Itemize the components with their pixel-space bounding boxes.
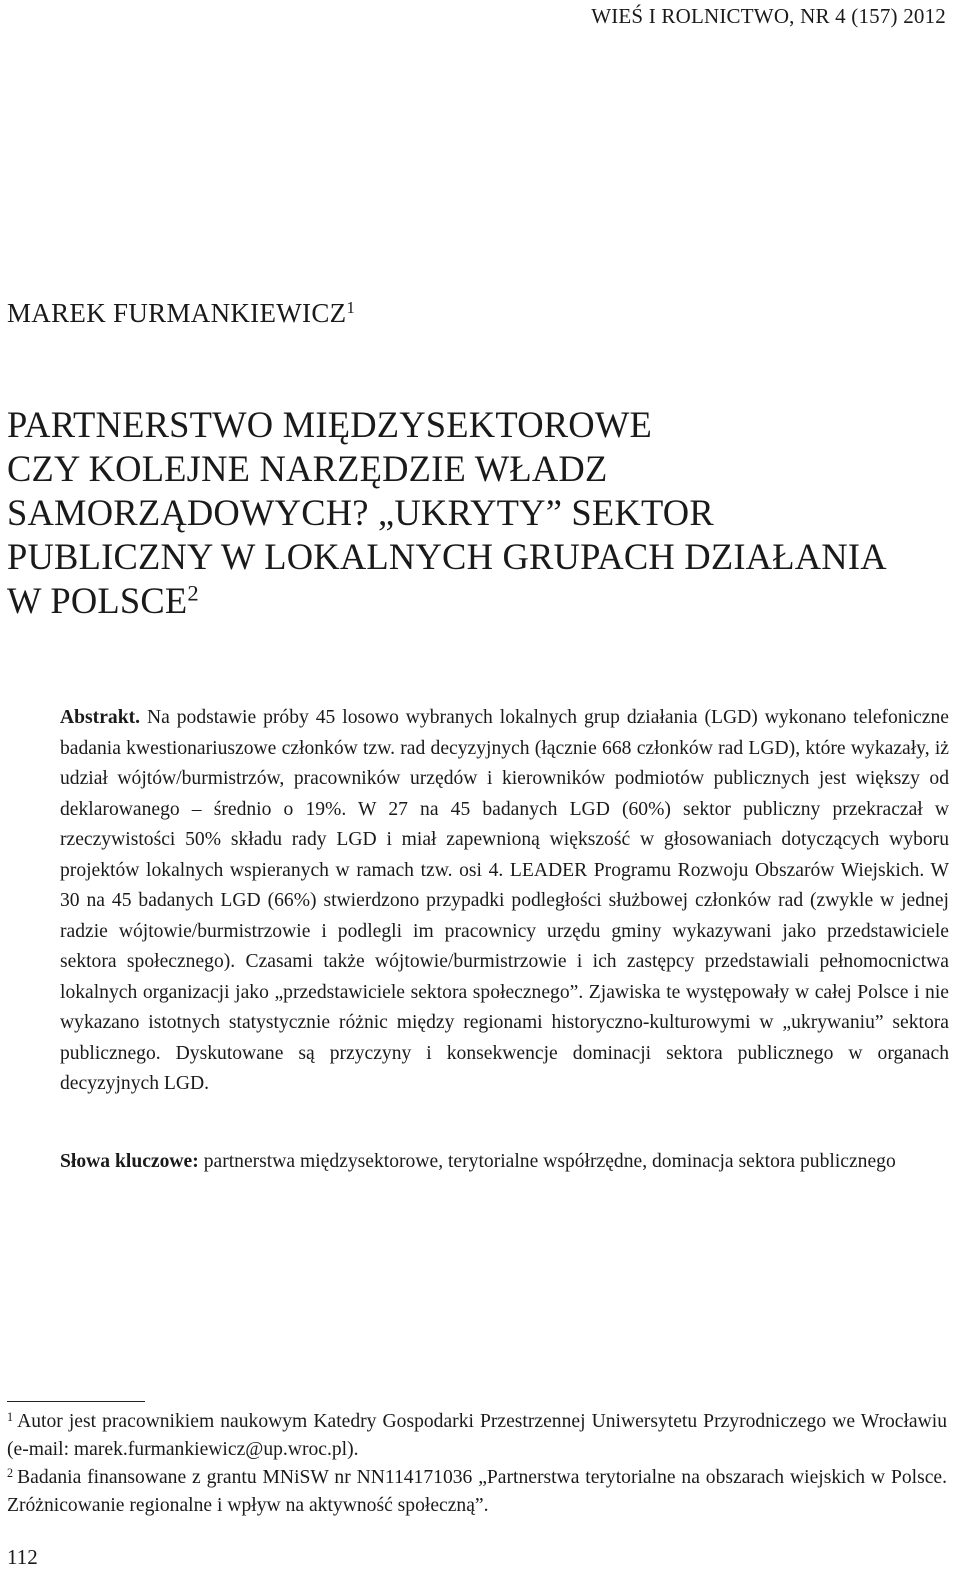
title-line: CZY KOLEJNE NARZĘDZIE WŁADZ bbox=[7, 448, 608, 489]
footnote-text: Autor jest pracownikiem naukowym Katedry Gospodarki Przestrzennej Uniwersytetu Przyrodniczego we Wrocławiu (e-mail: marek.furmankiewicz@up.wroc.pl). bbox=[7, 1411, 947, 1460]
title-line-last bbox=[7, 579, 947, 623]
keywords bbox=[60, 1147, 949, 1178]
running-header: WIEŚ I ROLNICTWO, NR 4 (157) 2012 bbox=[591, 4, 946, 28]
author-name bbox=[7, 298, 355, 329]
title-line: SAMORZĄDOWYCH? „UKRYTY” SEKTOR bbox=[7, 492, 714, 533]
title-line: W POLSCE bbox=[7, 580, 188, 621]
footnote-1 bbox=[7, 1408, 947, 1464]
abstract-label: Abstrakt. bbox=[60, 707, 141, 728]
footnote-divider bbox=[7, 1401, 145, 1402]
footnote-text: Badania finansowane z grantu MNiSW nr NN114171036 „Partnerstwa terytorialne na obszarach wiejskich w Polsce. Zróżnicowanie regionalne i wpływ na aktywność społeczną”. bbox=[7, 1467, 947, 1516]
author-footnote-mark[interactable]: 1 bbox=[346, 297, 356, 317]
footnotes bbox=[7, 1408, 947, 1520]
title-line: PARTNERSTWO MIĘDZYSEKTOROWE bbox=[7, 404, 653, 445]
page-number: 112 bbox=[7, 1545, 38, 1569]
footnote-mark: 2 bbox=[7, 1465, 14, 1480]
title-line: PUBLICZNY W LOKALNYCH GRUPACH DZIAŁANIA bbox=[7, 536, 887, 577]
footnote-mark: 1 bbox=[7, 1409, 14, 1424]
keywords-label: Słowa kluczowe: bbox=[60, 1151, 199, 1172]
keywords-text: partnerstwa międzysektorowe, terytorialne współrzędne, dominacja sektora publicznego bbox=[198, 1151, 896, 1172]
author-name-text: MAREK FURMANKIEWICZ bbox=[7, 298, 347, 328]
abstract bbox=[60, 703, 949, 1100]
footnote-2 bbox=[7, 1464, 947, 1520]
abstract-text: Na podstawie próby 45 losowo wybranych lokalnych grup działania (LGD) wykonano telefoniczne badania kwestionariuszowe członków tzw. rad decyzyjnych (łącznie 668 członków rad LGD), które wykazały, iż udział wójtów/burmistrzów, pracowników urzędów i kierowników podmiotów publicznych jest większy od deklarowanego – średnio o 19%. W 27 na 45 badanych LGD (60%) sektor publiczny przekraczał w rzeczywistości 50% składu rady LGD i miał zapewnioną większość w głosowaniach dotyczących wyboru projektów lokalnych wspieranych w ramach tzw. osi 4. LEADER Programu Rozwoju Obszarów Wiejskich. W 30 na 45 badanych LGD (66%) stwierdzono przypadki podległości służbowej członków rad (zwykle w jednej radzie wójtowie/burmistrzowie i podlegli im pracownicy urzędu gminy wykazywani jako przedstawiciele sektora społecznego). Czasami także wójtowie/burmistrzowie i ich zastępcy przedstawiali pełnomocnictwa lokalnych organizacji jako „przedstawiciele sektora społecznego”. Zjawiska te występowały w całej Polsce i nie wykazano istotnych statystycznie różnic między regionami historyczno-kulturowymi w „ukrywaniu” sektora publicznego. Dyskutowane są przyczyny i konsekwencje dominacji sektora publicznego w organach decyzyjnych LGD. bbox=[60, 707, 949, 1094]
article-title bbox=[7, 403, 947, 623]
title-footnote-mark[interactable]: 2 bbox=[187, 580, 199, 606]
